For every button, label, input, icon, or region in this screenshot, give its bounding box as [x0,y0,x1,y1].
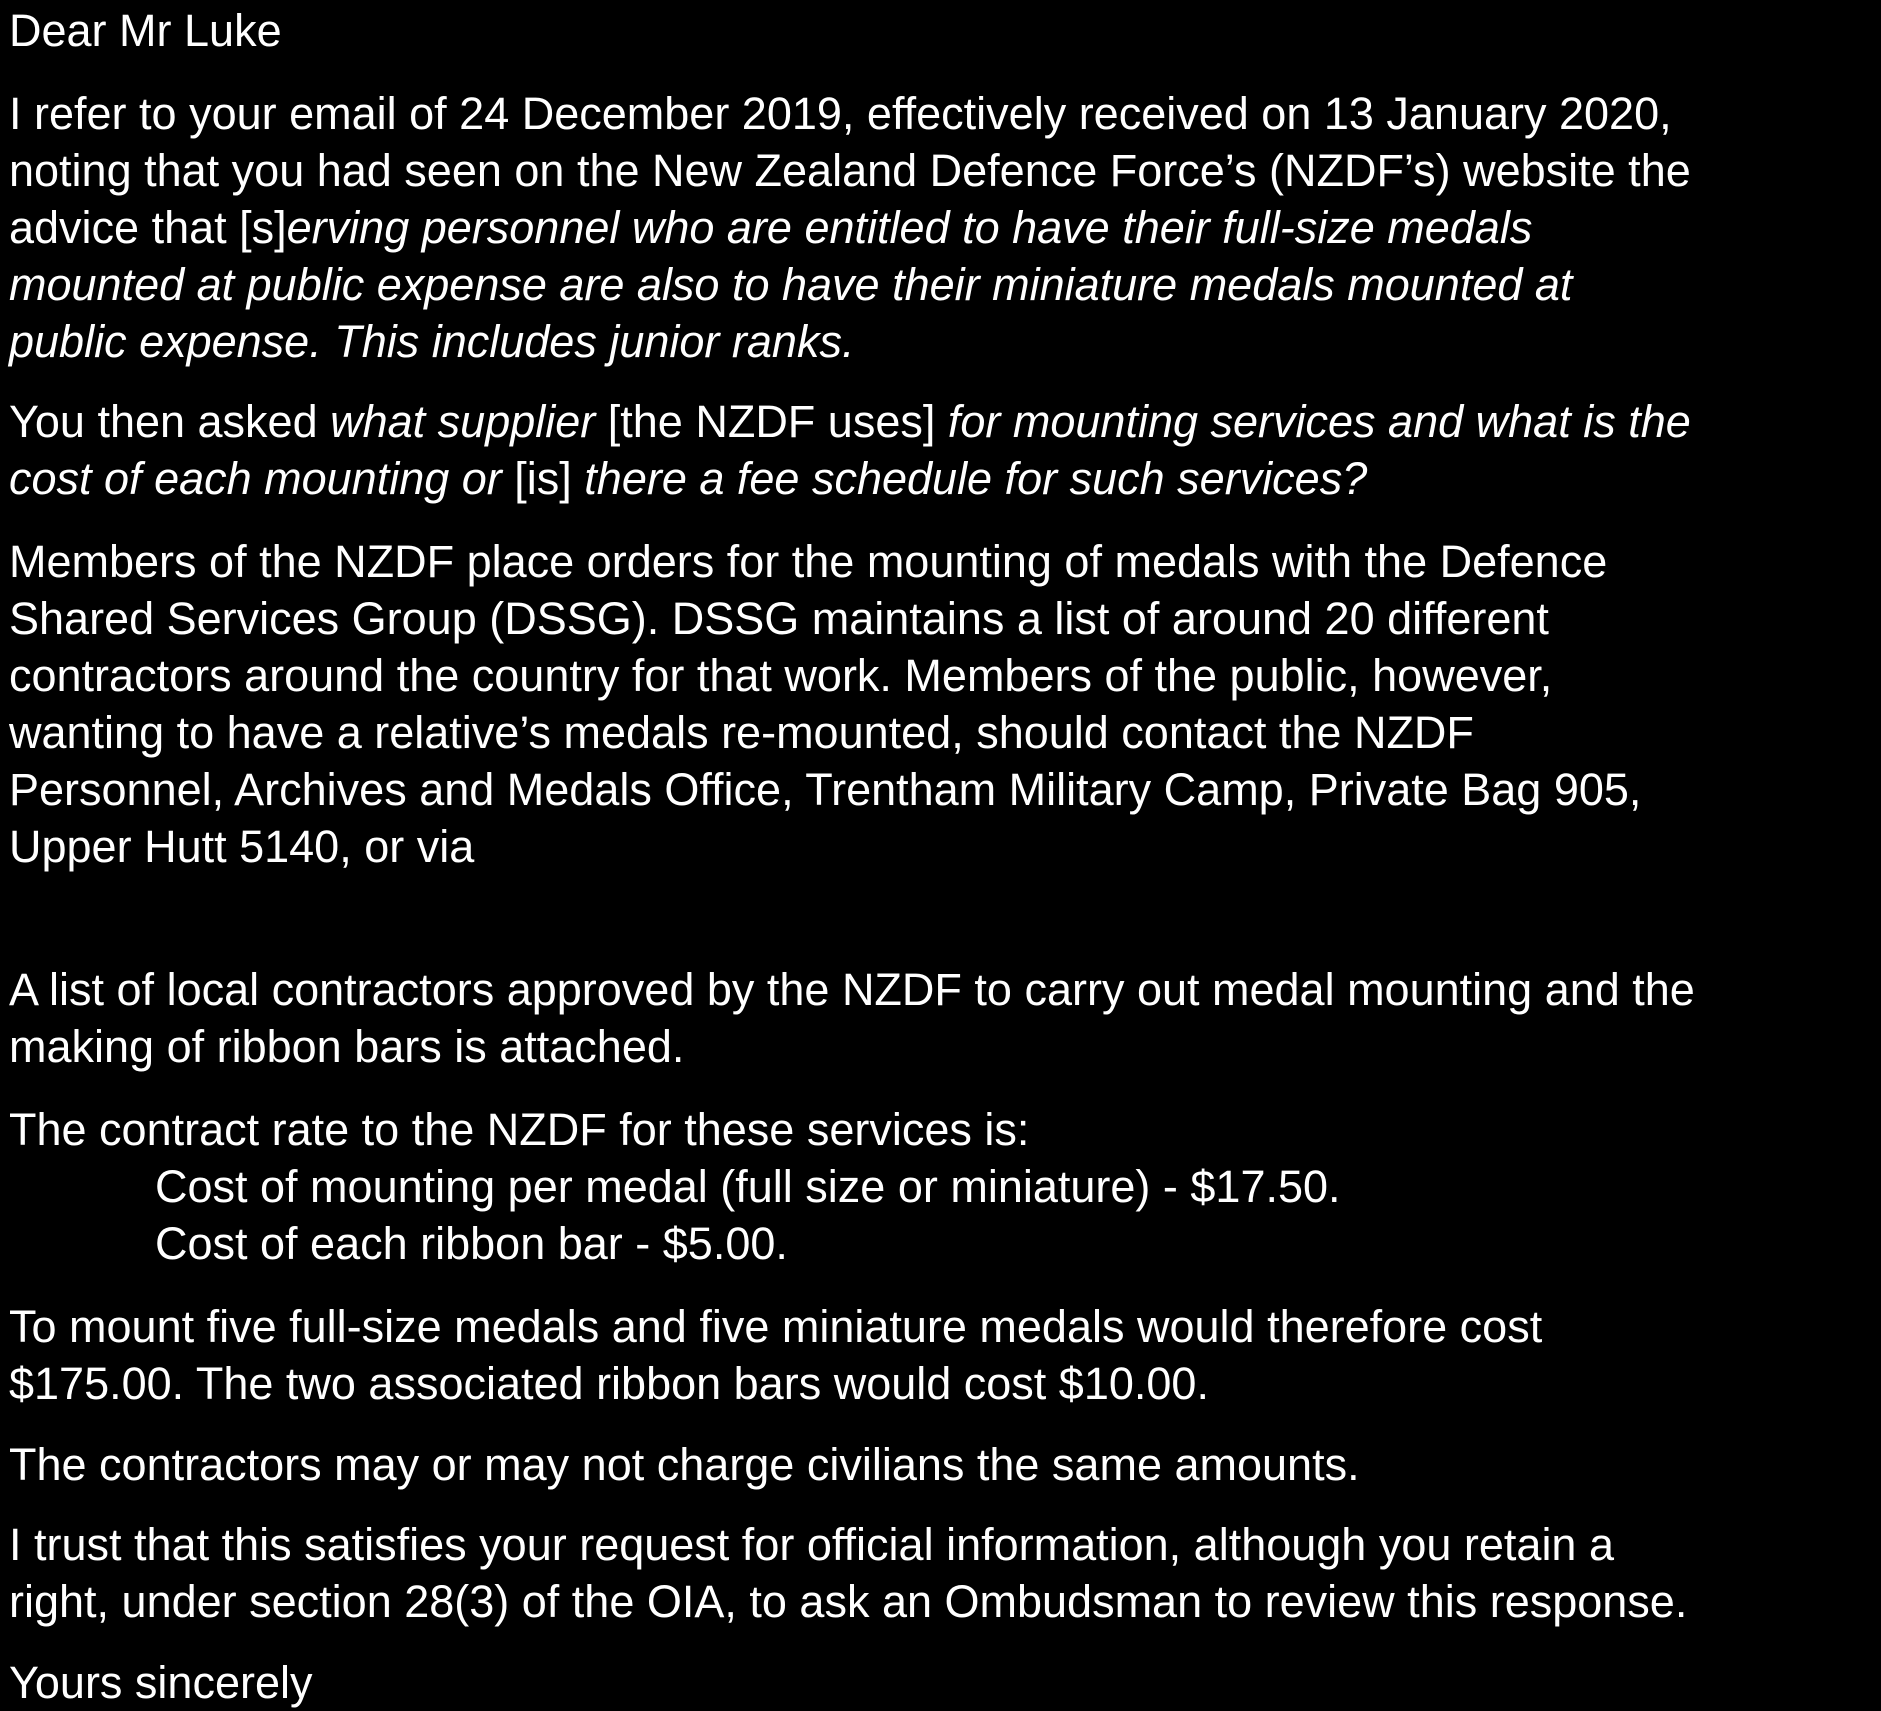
request-quote-f: there a fee schedule for such services? [584,453,1368,504]
paragraph-civilian-charges: The contractors may or may not charge civilians the same amounts. [9,1439,1360,1490]
paragraph-email-reference [9,85,1691,370]
request-text-e: [is] [501,453,585,504]
paragraph-dssg: Members of the NZDF place orders for the mounting of medals with the Defence Shared Services Group (DSSG). DSSG maintains a list of around 20 different contractors around the country for that work. Members of the public, however, wanting to have a relative’s medals re-mounted, should contact the NZDF Personnel, Archives and Medals Office, Trentham Military Camp, Private Bag 905, Upper Hutt 5140, or via [9,536,1642,872]
request-quote-d: for mounting services and what is the cost of each mounting or [9,396,1691,504]
closing: Yours sincerely [9,1657,313,1708]
paragraph-example-cost: To mount five full-size medals and five miniature medals would therefore cost $175.00. The two associated ribbon bars would cost $10.00. [9,1301,1543,1409]
request-text-a: You then asked [9,396,331,447]
paragraph-email-reference-intro: I refer to your email of 24 December 2019, effectively received on 13 January 2020, noting that you had seen on the New Zealand Defence Force’s (NZDF’s) website the advice that [s] [9,88,1691,253]
paragraph-contractor-list: A list of local contractors approved by the NZDF to carry out medal mounting and the making of ribbon bars is attached. [9,964,1695,1072]
request-quote-b: what supplier [330,396,596,447]
paragraph-contract-rate [9,1101,1341,1272]
rate-medal-mounting: Cost of mounting per medal (full size or miniature) - $17.50. [155,1161,1341,1212]
salutation: Dear Mr Luke [9,5,282,56]
paragraph-request [9,393,1691,507]
rate-ribbon-bar: Cost of each ribbon bar - $5.00. [155,1218,788,1269]
request-text-c: [the NZDF uses] [595,396,948,447]
quoted-website-advice: erving personnel who are entitled to have their full-size medals mounted at public expense are also to have their miniature medals mounted at public expense. This includes junior ranks. [9,202,1573,367]
contract-rate-intro: The contract rate to the NZDF for these services is: [9,1104,1030,1155]
paragraph-review-right: I trust that this satisfies your request for official information, although you retain a right, under section 28(3) of the OIA, to ask an Ombudsman to review this response. [9,1519,1688,1627]
